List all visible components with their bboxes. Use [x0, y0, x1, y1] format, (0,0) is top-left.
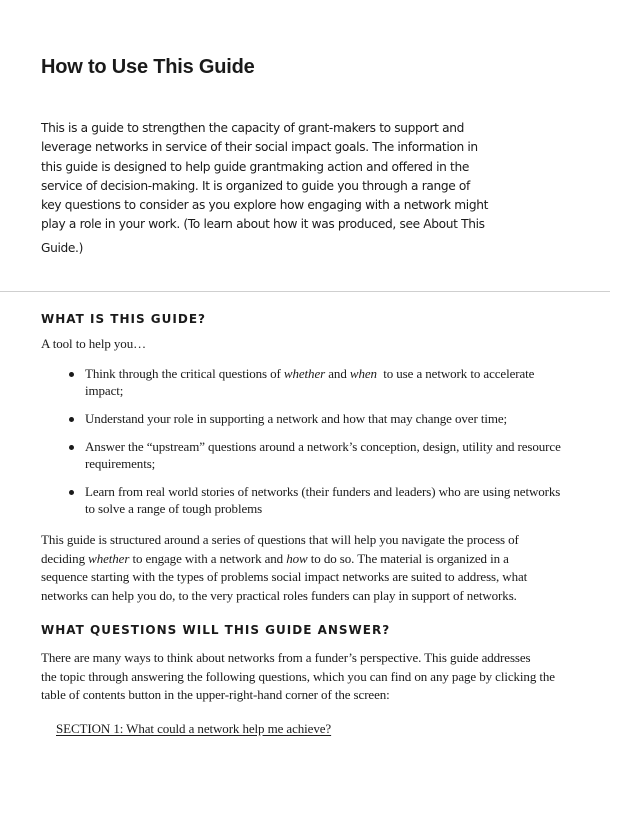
goals-list [63, 365, 603, 528]
section-1-link[interactable]: SECTION 1: What could a network help me achieve? [56, 721, 332, 736]
paragraph-line: networks can help you do, to the very practical roles funders can play in support of networks. [41, 587, 517, 603]
paragraph-line: deciding whether to engage with a network and how to do so. The material is organized in a [41, 550, 509, 566]
emphasis-how: how [286, 550, 308, 566]
list-item-line: requirements; [85, 456, 156, 471]
paragraph-line: table of contents button in the upper-right-hand corner of the screen: [41, 687, 390, 703]
list-item [63, 438, 603, 472]
list-item-line: Understand your role in supporting a network and how that may change over time; [85, 411, 508, 426]
list-item-line: Think through the critical questions of whether and when to use a network to accelerate [85, 366, 535, 381]
structure-paragraph [41, 531, 601, 605]
section-divider [0, 291, 610, 292]
list-item-line: Learn from real world stories of networks (their funders and leaders) who are using networks [85, 484, 561, 499]
list-item-line: Answer the “upstream” questions around a network’s conception, design, utility and resource [85, 439, 561, 454]
intro-paragraph [41, 119, 541, 258]
intro-line: This is a guide to strengthen the capacity of grant-makers to support and [41, 121, 465, 135]
list-item [63, 410, 603, 427]
what-is-heading: WHAT IS THIS GUIDE? [41, 312, 206, 326]
list-item [63, 365, 603, 399]
questions-paragraph [41, 649, 601, 705]
list-item [63, 483, 603, 517]
list-item-line: impact; [85, 383, 124, 398]
emphasis-whether: whether [88, 550, 130, 566]
questions-heading: WHAT QUESTIONS WILL THIS GUIDE ANSWER? [41, 623, 391, 637]
list-item-line: to solve a range of tough problems [85, 501, 263, 516]
what-is-lead: A tool to help you… [41, 336, 146, 351]
emphasis-when: when [349, 366, 377, 381]
paragraph-line: This guide is structured around a series of questions that will help you navigate the process of [41, 532, 519, 547]
intro-line: service of decision-making. It is organized to guide you through a range of [41, 178, 470, 193]
bullet-icon [69, 417, 74, 422]
paragraph-line: sequence starting with the types of problems social impact networks are suited to address, what [41, 569, 528, 585]
page-title: How to Use This Guide [41, 56, 255, 78]
intro-line: play a role in your work. (To learn about how it was produced, see About This [41, 217, 485, 232]
bullet-icon [69, 372, 74, 377]
bullet-icon [69, 445, 74, 450]
emphasis-whether: whether [283, 366, 326, 381]
paragraph-line: the topic through answering the following questions, which you can find on any page by clicking the [41, 668, 555, 684]
bullet-icon [69, 490, 74, 495]
intro-line: leverage networks in service of their social impact goals. The information in [41, 140, 478, 155]
intro-line: key questions to consider as you explore how engaging with a network might [41, 198, 489, 213]
paragraph-line: There are many ways to think about networks from a funder’s perspective. This guide addresses [41, 650, 531, 665]
intro-line: this guide is designed to help guide grantmaking action and offered in the [41, 159, 470, 174]
intro-line: Guide.) [41, 240, 83, 255]
